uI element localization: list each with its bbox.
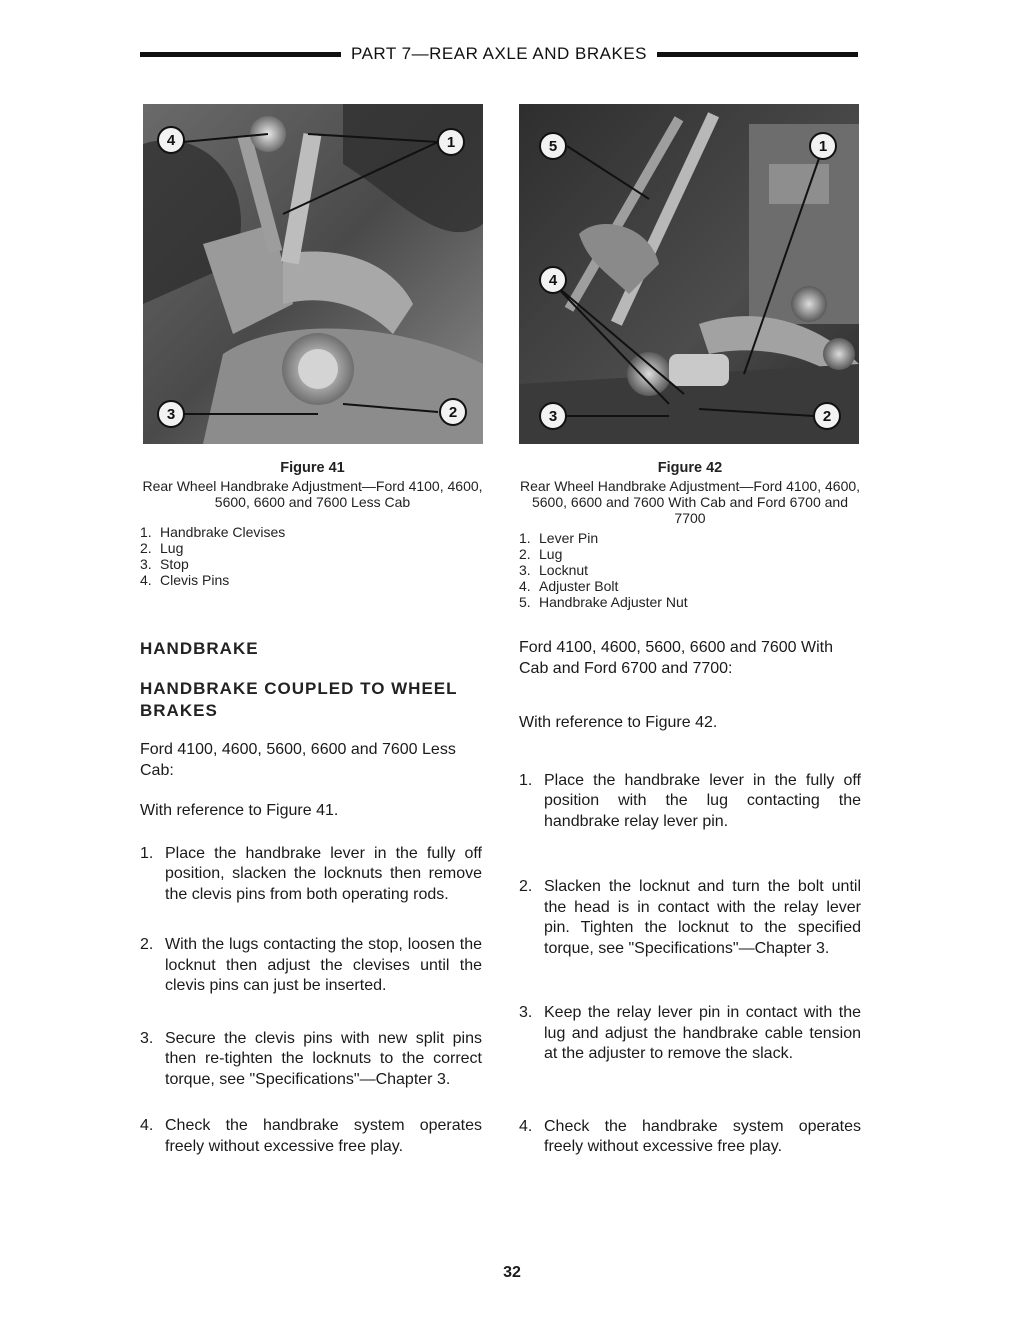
legend-item: 5. Handbrake Adjuster Nut: [519, 594, 688, 610]
legend-item: 4. Clevis Pins: [140, 572, 230, 588]
page-title: PART 7—REAR AXLE AND BRAKES: [351, 44, 648, 63]
procedure-step: 2. Slacken the locknut and turn the bolt until the head is in contact with the relay lever pin. Tighten the locknut to the specified torque, see "Specifications"—Chapter 3.: [519, 878, 861, 957]
procedure-step: 2. With the lugs contacting the stop, loosen the locknut then adjust the clevises until the clevis pins can just be inserted.: [140, 936, 482, 994]
figure-41-caption: [140, 460, 485, 588]
figure-41-callout-1: 1: [437, 128, 465, 156]
legend-item: 3. Stop: [140, 556, 189, 572]
figure-41-legend: [140, 524, 485, 588]
figure-41-callout-3: 3: [157, 400, 185, 428]
figure-41-illustration: [143, 104, 483, 444]
procedure-step: 3. Keep the relay lever pin in contact with the lug and adjust the handbrake cable tension at the adjuster to remove the slack.: [519, 1004, 861, 1062]
section-heading: HANDBRAKE: [140, 639, 259, 658]
left-column: [140, 638, 482, 1157]
procedure-step: 4. Check the handbrake system operates freely without excessive free play.: [519, 1117, 861, 1155]
figure-42-illustration: [519, 104, 859, 444]
right-column: [519, 638, 861, 1158]
figure-41-description: Rear Wheel Handbrake Adjustment—Ford 4100, 4600, 5600, 6600 and 7600 Less Cab: [142, 478, 483, 510]
model-applicability: Ford 4100, 4600, 5600, 6600 and 7600 With Cab and Ford 6700 and 7700:: [519, 639, 834, 677]
figure-42-title: Figure 42: [657, 460, 723, 476]
figure-reference: With reference to Figure 42.: [519, 714, 718, 731]
page-number: 32: [503, 1264, 521, 1281]
header-rule-right: [657, 52, 858, 57]
figure-41-callout-2: 2: [439, 398, 467, 426]
figure-42-description: Rear Wheel Handbrake Adjustment—Ford 4100, 4600, 5600, 6600 and 7600 With Cab and Ford 6700 and 7700: [519, 478, 861, 526]
figure-42-photo: [519, 104, 859, 444]
figure-42-callout-1: 1: [809, 132, 837, 160]
figure-42-callout-4: 4: [539, 266, 567, 294]
figure-42-legend: [519, 530, 861, 610]
figure-42-callout-2: 2: [813, 402, 841, 430]
figure-42-callout-3: 3: [539, 402, 567, 430]
procedure-step: 1. Place the handbrake lever in the fully off position, slacken the locknuts then remove the clevis pins from both operating rods.: [140, 844, 482, 903]
legend-item: 4. Adjuster Bolt: [519, 578, 619, 594]
legend-item: 2. Lug: [140, 540, 184, 556]
legend-item: 2. Lug: [519, 546, 563, 562]
procedure-step: 3. Secure the clevis pins with new split pins then re-tighten the locknuts to the correct torque, see "Specifications"—Chapter 3.: [140, 1029, 482, 1088]
figure-reference: With reference to Figure 41.: [140, 802, 339, 819]
legend-item: 1. Handbrake Clevises: [140, 524, 286, 540]
procedure-step: 4. Check the handbrake system operates freely without excessive free play.: [140, 1117, 482, 1155]
subsection-heading: HANDBRAKE COUPLED TO WHEEL BRAKES: [140, 679, 458, 720]
figure-41-callout-4: 4: [157, 126, 185, 154]
figure-41-photo: [143, 104, 483, 444]
header-rule-left: [140, 52, 341, 57]
figure-42-callout-5: 5: [539, 132, 567, 160]
figure-42-caption: [519, 460, 861, 610]
procedure-step: 1. Place the handbrake lever in the fully off position with the lug contacting the handbrake relay lever pin.: [519, 771, 861, 830]
legend-item: 3. Locknut: [519, 562, 589, 578]
legend-item: 1. Lever Pin: [519, 530, 599, 546]
model-applicability: Ford 4100, 4600, 5600, 6600 and 7600 Less Cab:: [140, 741, 456, 779]
page-header: [140, 40, 858, 68]
figure-41-title: Figure 41: [280, 460, 345, 476]
